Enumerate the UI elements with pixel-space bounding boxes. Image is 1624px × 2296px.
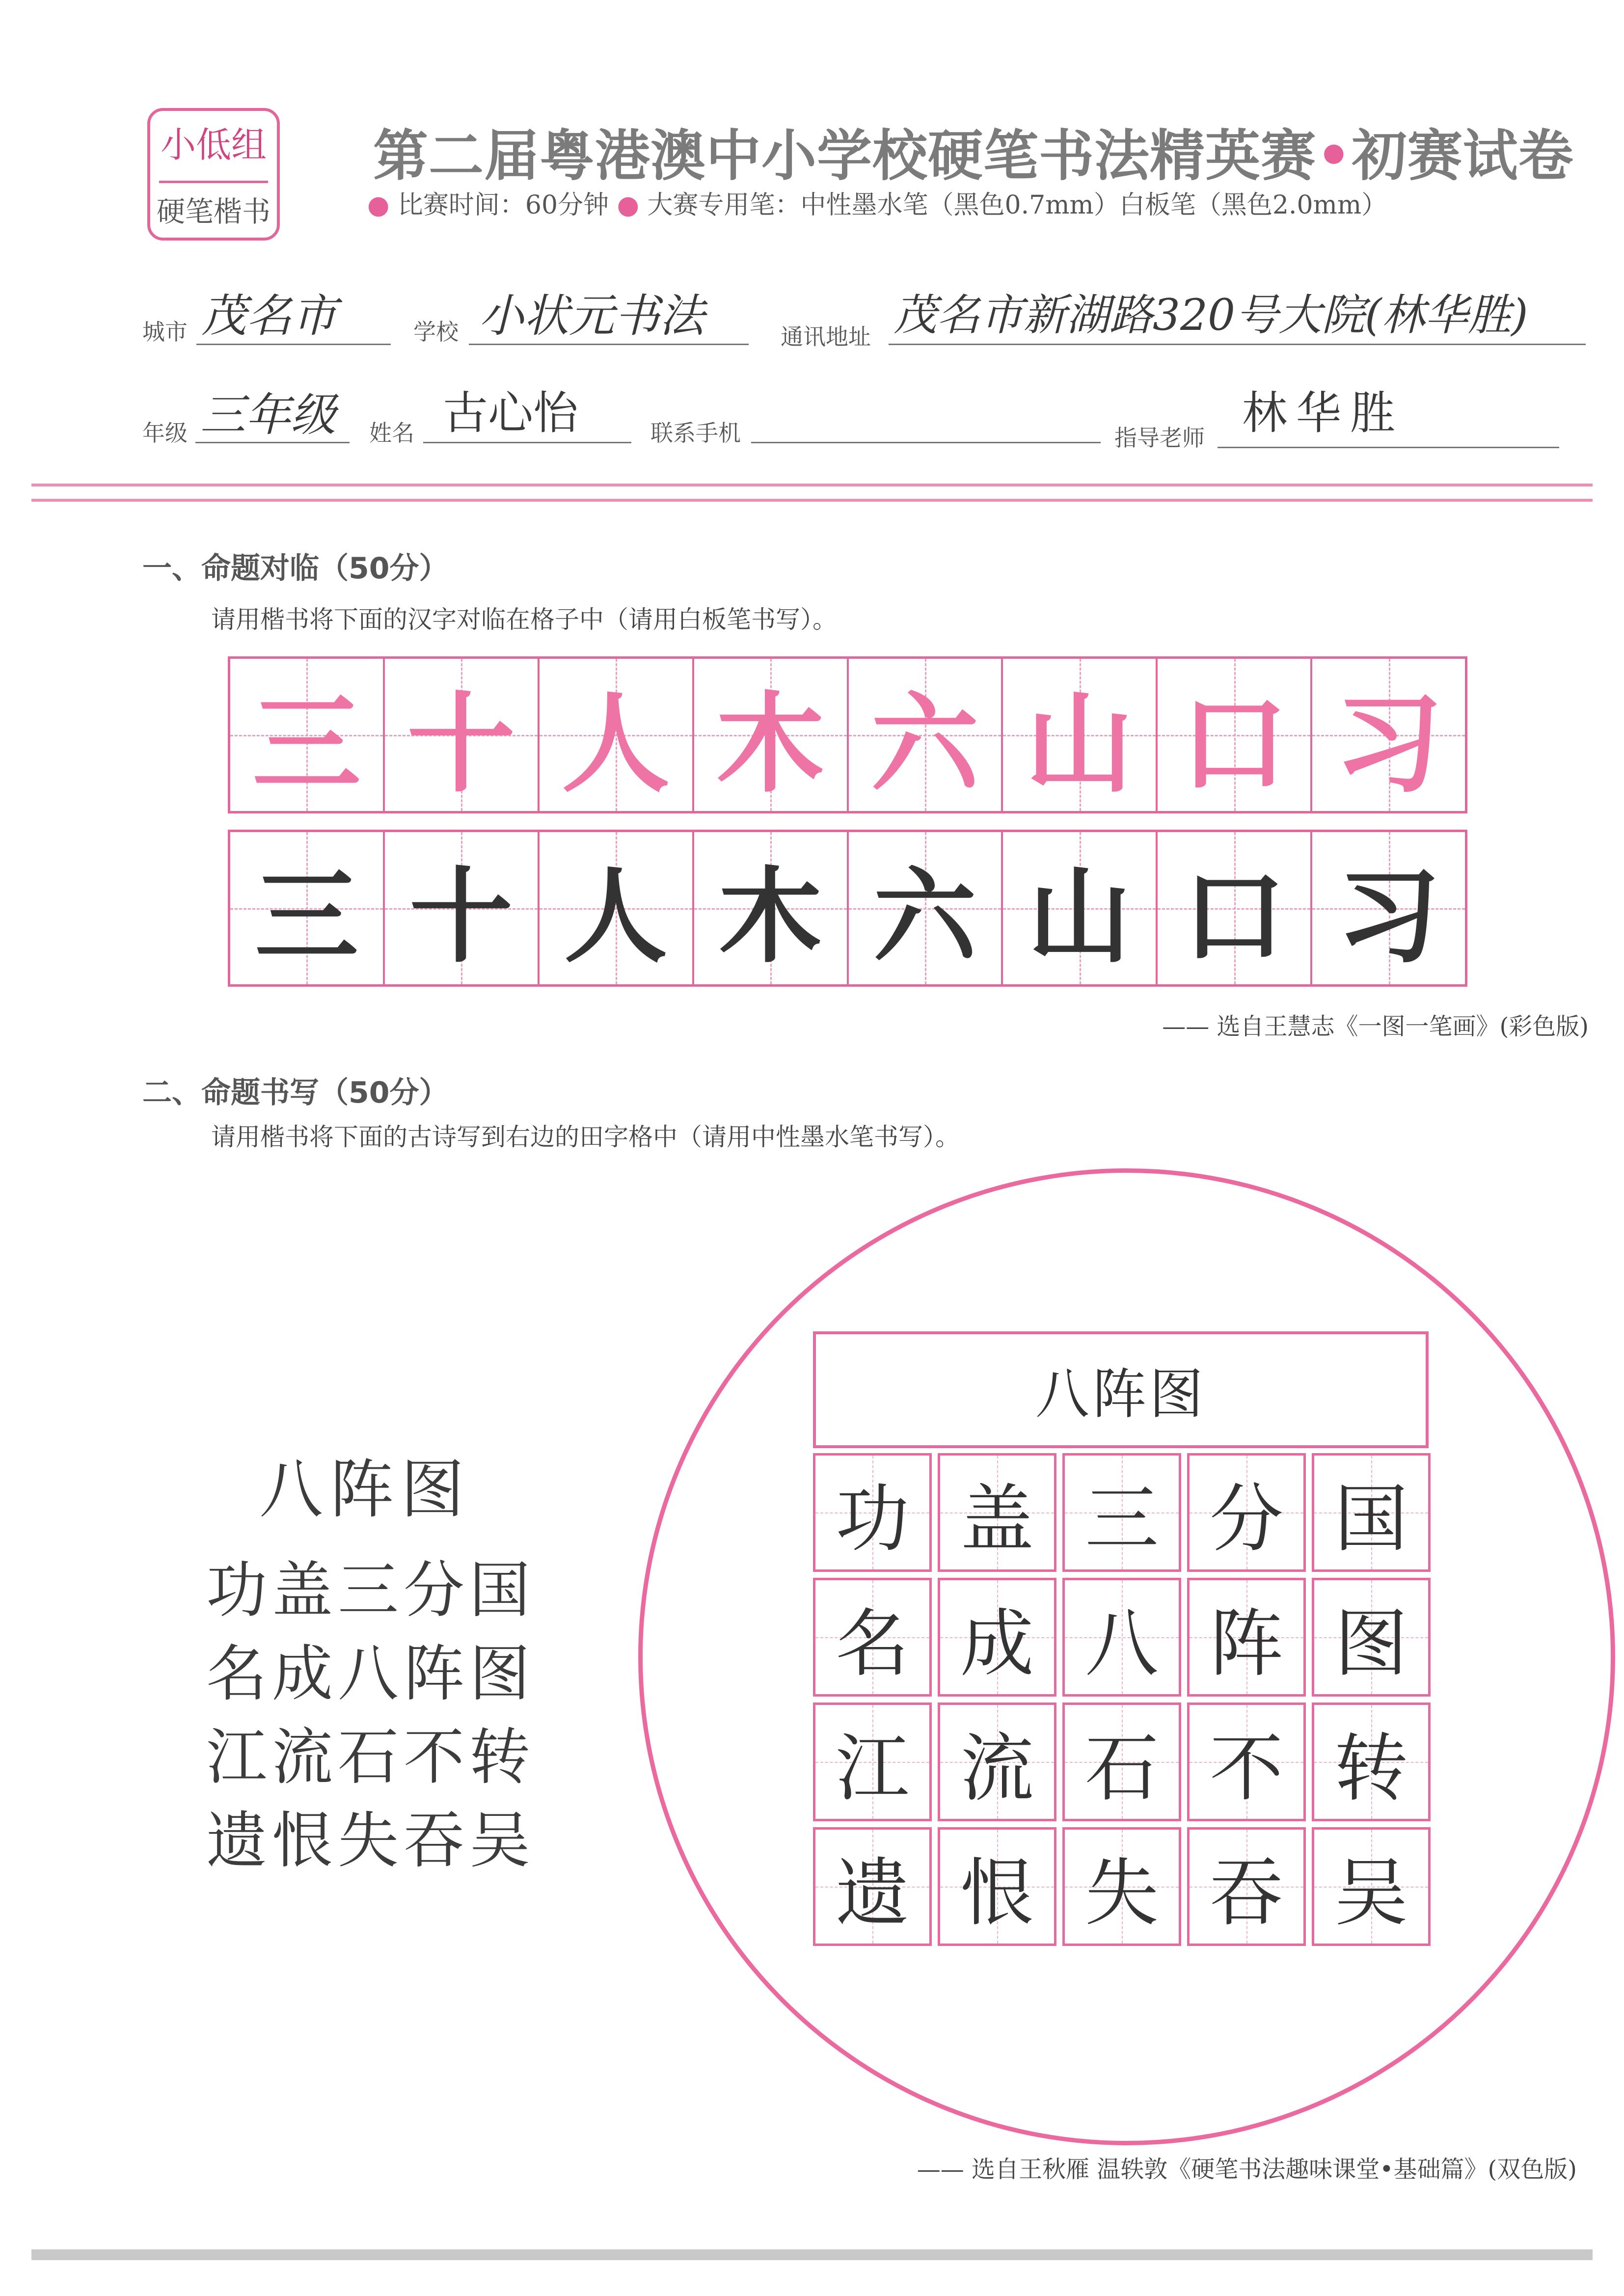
writing-cell[interactable]: [938, 1702, 1056, 1821]
writing-cell[interactable]: [938, 1453, 1056, 1572]
section2-title: 二、命题书写（50分）: [142, 1076, 449, 1110]
poem-line: 功盖三分国: [206, 1555, 536, 1626]
writing-cell[interactable]: [1312, 1453, 1431, 1572]
written-char: 流: [960, 1726, 1034, 1811]
model-char: 十: [407, 680, 515, 807]
phone-field[interactable]: [751, 393, 1101, 443]
practice-char: 人: [564, 857, 668, 977]
practice-cell[interactable]: [847, 832, 1001, 984]
poem-line: 遗恨失吞吴: [206, 1806, 536, 1876]
written-char: 图: [1334, 1601, 1408, 1687]
written-char: 八: [1084, 1601, 1159, 1687]
written-char: 分: [1209, 1477, 1283, 1562]
writing-cell[interactable]: [1312, 1702, 1431, 1821]
written-char: 吞: [1209, 1851, 1283, 1936]
badge-divider: [159, 181, 268, 183]
subtitle-pen: 大赛专用笔：中性墨水笔（黑色0.7mm）白板笔（黑色2.0mm）: [647, 190, 1387, 220]
written-char: 江: [835, 1726, 909, 1811]
written-char: 三: [1084, 1477, 1159, 1562]
writing-cell[interactable]: [938, 1578, 1056, 1697]
practice-char: 木: [719, 857, 822, 977]
name-value: 古心怡: [443, 387, 579, 439]
city-label: 城市: [142, 319, 188, 345]
practice-char: 六: [873, 857, 976, 977]
writing-cell[interactable]: [1312, 1827, 1431, 1946]
model-cell: [1156, 659, 1310, 811]
grade-label: 年级: [142, 420, 188, 446]
practice-char: 山: [1028, 857, 1131, 977]
section1-source: —— 选自王慧志《一图一笔画》(彩色版): [1162, 1013, 1589, 1040]
phone-label: 联系手机: [650, 420, 741, 446]
writing-cell[interactable]: [813, 1578, 932, 1697]
city-value: 茂名市: [201, 290, 337, 342]
address-value: 茂名市新湖路320号大院(林华胜): [893, 290, 1528, 340]
badge-category-label: 硬笔楷书: [156, 195, 271, 228]
divider-rule: [31, 499, 1593, 502]
writing-cell[interactable]: [813, 1453, 932, 1572]
practice-char: 口: [1182, 857, 1286, 977]
writing-cell[interactable]: [1187, 1453, 1306, 1572]
bullet-icon: ●: [617, 190, 639, 220]
practice-char: 习: [1337, 857, 1440, 977]
page-title: [373, 112, 1574, 191]
model-cell: [383, 659, 538, 811]
practice-cell[interactable]: [692, 832, 847, 984]
name-label: 姓名: [369, 420, 414, 446]
written-char: 盖: [960, 1477, 1034, 1562]
written-char: 恨: [960, 1851, 1034, 1936]
practice-char-row[interactable]: [228, 830, 1467, 987]
model-char: 木: [716, 680, 825, 807]
written-char: 阵: [1209, 1601, 1283, 1687]
poem-line: 名成八阵图: [206, 1639, 536, 1709]
model-cell: [230, 659, 383, 811]
written-char: 国: [1334, 1477, 1408, 1562]
grade-value: 三年级: [200, 389, 336, 441]
model-cell: [847, 659, 1001, 811]
model-cell: [538, 659, 692, 811]
written-char: 转: [1334, 1726, 1408, 1811]
badge-group-label: 小低组: [160, 124, 267, 165]
practice-cell[interactable]: [1001, 832, 1156, 984]
footer-bar: [31, 2249, 1593, 2260]
written-char: 不: [1209, 1726, 1283, 1811]
teacher-value: 林华胜: [1242, 387, 1405, 439]
name-field[interactable]: [423, 387, 631, 443]
practice-cell[interactable]: [383, 832, 538, 984]
title-main: 第二届粤港澳中小学校硬笔书法精英赛: [373, 124, 1316, 188]
subtitle: [367, 184, 1387, 221]
written-char: 吴: [1334, 1851, 1408, 1936]
practice-cell[interactable]: [1156, 832, 1310, 984]
model-char: 六: [870, 680, 979, 807]
subtitle-time: 比赛时间：60分钟: [397, 190, 609, 220]
school-label: 学校: [413, 319, 459, 345]
group-badge: [147, 108, 280, 241]
writing-cell[interactable]: [1187, 1702, 1306, 1821]
practice-cell[interactable]: [230, 832, 383, 984]
model-char: 口: [1180, 680, 1288, 807]
writing-cell[interactable]: [813, 1827, 932, 1946]
written-char: 功: [835, 1477, 909, 1562]
section1-title: 一、命题对临（50分）: [142, 551, 449, 586]
model-char: 人: [562, 680, 670, 807]
model-cell: [1310, 659, 1465, 811]
poem-title: 八阵图: [259, 1452, 472, 1527]
writing-cell[interactable]: [1062, 1702, 1181, 1821]
writing-cell[interactable]: [813, 1702, 932, 1821]
model-cell: [1001, 659, 1156, 811]
teacher-label: 指导老师: [1114, 425, 1205, 451]
model-char: 山: [1025, 680, 1134, 807]
writing-cell[interactable]: [1062, 1453, 1181, 1572]
model-char-row: [228, 656, 1467, 813]
writing-cell[interactable]: [1312, 1578, 1431, 1697]
poem-line: 江流石不转: [206, 1722, 536, 1793]
written-char: 遗: [835, 1851, 909, 1936]
practice-cell[interactable]: [1310, 832, 1465, 984]
title-dot: •: [1316, 124, 1352, 188]
written-char: 名: [835, 1601, 909, 1687]
title-suffix: 初赛试卷: [1352, 124, 1574, 188]
written-char: 石: [1084, 1726, 1159, 1811]
written-char: 失: [1084, 1851, 1159, 1936]
model-cell: [692, 659, 847, 811]
writing-cell[interactable]: [938, 1827, 1056, 1946]
writing-cell[interactable]: [1187, 1578, 1306, 1697]
school-value: 小状元书法: [479, 290, 705, 342]
writing-cell[interactable]: [1062, 1827, 1181, 1946]
model-char: 三: [252, 680, 361, 807]
practice-cell[interactable]: [538, 832, 692, 984]
section1-instruction: 请用楷书将下面的汉字对临在格子中（请用白板笔书写）。: [211, 605, 837, 634]
school-field[interactable]: [469, 290, 749, 345]
practice-char: 三: [255, 857, 358, 977]
writing-cell[interactable]: [1187, 1827, 1306, 1946]
written-title-box[interactable]: [813, 1331, 1429, 1448]
bullet-icon: ●: [367, 190, 390, 220]
city-field[interactable]: [196, 290, 391, 345]
model-char: 习: [1334, 680, 1443, 807]
section2-source: —— 选自王秋雁 温轶敦《硬笔书法趣味课堂•基础篇》(双色版): [917, 2156, 1577, 2183]
practice-char: 十: [409, 857, 513, 977]
divider-rule: [31, 484, 1593, 486]
writing-cell[interactable]: [1062, 1578, 1181, 1697]
written-char: 成: [960, 1601, 1034, 1687]
grade-field[interactable]: [195, 389, 350, 443]
teacher-field[interactable]: [1218, 387, 1559, 448]
address-label: 通讯地址: [781, 324, 871, 350]
section2-instruction: 请用楷书将下面的古诗写到右边的田字格中（请用中性墨水笔书写）。: [211, 1123, 960, 1151]
written-title: 八阵图: [1035, 1363, 1206, 1426]
address-field[interactable]: [889, 290, 1586, 345]
